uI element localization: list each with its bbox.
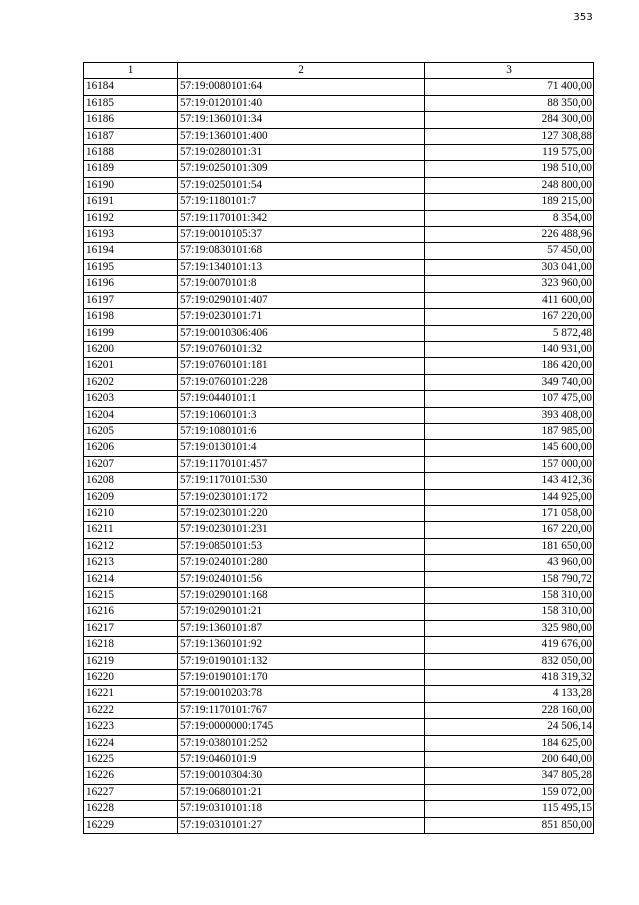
row-number-cell: 16201: [84, 358, 178, 374]
table-row: [84, 670, 594, 686]
cadastral-number-cell: 57:19:0230101:71: [178, 309, 425, 325]
value-cell: 5 872,48: [425, 325, 594, 341]
table-row: [84, 505, 594, 521]
value-cell: 159 072,00: [425, 784, 594, 800]
cadastral-number-cell: 57:19:1360101:92: [178, 637, 425, 653]
table-row: [84, 194, 594, 210]
value-cell: 8 354,00: [425, 210, 594, 226]
cadastral-number-cell: 57:19:0010203:78: [178, 686, 425, 702]
data-table: [83, 62, 594, 834]
table-row: [84, 555, 594, 571]
cadastral-number-cell: 57:19:1170101:457: [178, 456, 425, 472]
value-cell: 145 600,00: [425, 440, 594, 456]
row-number-cell: 16203: [84, 391, 178, 407]
row-number-cell: 16219: [84, 653, 178, 669]
cadastral-number-cell: 57:19:1060101:3: [178, 407, 425, 423]
value-cell: 158 790,72: [425, 571, 594, 587]
row-number-cell: 16212: [84, 538, 178, 554]
row-number-cell: 16184: [84, 79, 178, 95]
cadastral-number-cell: 57:19:0290101:407: [178, 292, 425, 308]
cadastral-number-cell: 57:19:0190101:170: [178, 670, 425, 686]
cadastral-number-cell: 57:19:1170101:767: [178, 702, 425, 718]
row-number-cell: 16205: [84, 423, 178, 439]
cadastral-number-cell: 57:19:0240101:280: [178, 555, 425, 571]
cadastral-number-cell: 57:19:0080101:64: [178, 79, 425, 95]
cadastral-number-cell: 57:19:0310101:18: [178, 801, 425, 817]
table-header-row: [84, 63, 594, 79]
value-cell: 419 676,00: [425, 637, 594, 653]
value-cell: 4 133,28: [425, 686, 594, 702]
value-cell: 144 925,00: [425, 489, 594, 505]
cadastral-number-cell: 57:19:0460101:9: [178, 752, 425, 768]
table-row: [84, 243, 594, 259]
row-number-cell: 16222: [84, 702, 178, 718]
table-row: [84, 210, 594, 226]
table-row: [84, 473, 594, 489]
row-number-cell: 16193: [84, 227, 178, 243]
cadastral-number-cell: 57:19:0010105:37: [178, 227, 425, 243]
table-row: [84, 588, 594, 604]
row-number-cell: 16195: [84, 259, 178, 275]
value-cell: 71 400,00: [425, 79, 594, 95]
value-cell: 303 041,00: [425, 259, 594, 275]
row-number-cell: 16225: [84, 752, 178, 768]
table-row: [84, 456, 594, 472]
row-number-cell: 16218: [84, 637, 178, 653]
value-cell: 284 300,00: [425, 112, 594, 128]
value-cell: 88 350,00: [425, 95, 594, 111]
cadastral-number-cell: 57:19:1170101:530: [178, 473, 425, 489]
cadastral-number-cell: 57:19:0000000:1745: [178, 719, 425, 735]
value-cell: 119 575,00: [425, 145, 594, 161]
cadastral-number-cell: 57:19:0290101:168: [178, 588, 425, 604]
value-cell: 411 600,00: [425, 292, 594, 308]
cadastral-number-cell: 57:19:1340101:13: [178, 259, 425, 275]
cadastral-number-cell: 57:19:0380101:252: [178, 735, 425, 751]
cadastral-number-cell: 57:19:1080101:6: [178, 423, 425, 439]
cadastral-number-cell: 57:19:0280101:31: [178, 145, 425, 161]
cadastral-number-cell: 57:19:0130101:4: [178, 440, 425, 456]
row-number-cell: 16189: [84, 161, 178, 177]
table-row: [84, 358, 594, 374]
cadastral-number-cell: 57:19:0190101:132: [178, 653, 425, 669]
value-cell: 851 850,00: [425, 817, 594, 833]
cadastral-number-cell: 57:19:1360101:400: [178, 128, 425, 144]
value-cell: 187 985,00: [425, 423, 594, 439]
table-row: [84, 145, 594, 161]
row-number-cell: 16226: [84, 768, 178, 784]
table-row: [84, 177, 594, 193]
table-row: [84, 817, 594, 833]
table-row: [84, 161, 594, 177]
value-cell: 226 488,96: [425, 227, 594, 243]
value-cell: 349 740,00: [425, 374, 594, 390]
value-cell: 198 510,00: [425, 161, 594, 177]
table-row: [84, 768, 594, 784]
cadastral-number-cell: 57:19:1180101:7: [178, 194, 425, 210]
cadastral-number-cell: 57:19:0760101:228: [178, 374, 425, 390]
table-row: [84, 620, 594, 636]
value-cell: 107 475,00: [425, 391, 594, 407]
row-number-cell: 16187: [84, 128, 178, 144]
value-cell: 189 215,00: [425, 194, 594, 210]
table-row: [84, 341, 594, 357]
table-row: [84, 79, 594, 95]
value-cell: 393 408,00: [425, 407, 594, 423]
table-row: [84, 752, 594, 768]
value-cell: 832 050,00: [425, 653, 594, 669]
row-number-cell: 16221: [84, 686, 178, 702]
table-row: [84, 407, 594, 423]
row-number-cell: 16196: [84, 276, 178, 292]
cadastral-number-cell: 57:19:0240101:56: [178, 571, 425, 587]
table-row: [84, 112, 594, 128]
value-cell: 24 506,14: [425, 719, 594, 735]
cadastral-number-cell: 57:19:0070101:8: [178, 276, 425, 292]
cadastral-number-cell: 57:19:0120101:40: [178, 95, 425, 111]
value-cell: 140 931,00: [425, 341, 594, 357]
row-number-cell: 16185: [84, 95, 178, 111]
cadastral-number-cell: 57:19:0310101:27: [178, 817, 425, 833]
page-number: 353: [573, 12, 593, 23]
cadastral-number-cell: 57:19:0850101:53: [178, 538, 425, 554]
value-cell: 115 495,15: [425, 801, 594, 817]
value-cell: 181 650,00: [425, 538, 594, 554]
value-cell: 57 450,00: [425, 243, 594, 259]
table-row: [84, 227, 594, 243]
table-header: [84, 63, 594, 79]
value-cell: 418 319,32: [425, 670, 594, 686]
cadastral-number-cell: 57:19:0830101:68: [178, 243, 425, 259]
row-number-cell: 16227: [84, 784, 178, 800]
row-number-cell: 16209: [84, 489, 178, 505]
cadastral-number-cell: 57:19:1360101:87: [178, 620, 425, 636]
table-row: [84, 259, 594, 275]
row-number-cell: 16197: [84, 292, 178, 308]
row-number-cell: 16224: [84, 735, 178, 751]
row-number-cell: 16217: [84, 620, 178, 636]
cadastral-number-cell: 57:19:0680101:21: [178, 784, 425, 800]
data-table-container: [83, 62, 593, 834]
cadastral-number-cell: 57:19:0250101:309: [178, 161, 425, 177]
table-row: [84, 276, 594, 292]
row-number-cell: 16191: [84, 194, 178, 210]
cadastral-number-cell: 57:19:0250101:54: [178, 177, 425, 193]
cadastral-number-cell: 57:19:0230101:220: [178, 505, 425, 521]
table-row: [84, 309, 594, 325]
table-row: [84, 538, 594, 554]
table-row: [84, 637, 594, 653]
value-cell: 143 412,36: [425, 473, 594, 489]
column-header-2: 2: [178, 63, 425, 79]
value-cell: 323 960,00: [425, 276, 594, 292]
value-cell: 127 308,88: [425, 128, 594, 144]
row-number-cell: 16210: [84, 505, 178, 521]
row-number-cell: 16204: [84, 407, 178, 423]
row-number-cell: 16223: [84, 719, 178, 735]
row-number-cell: 16229: [84, 817, 178, 833]
column-header-3: 3: [425, 63, 594, 79]
table-row: [84, 325, 594, 341]
row-number-cell: 16192: [84, 210, 178, 226]
cadastral-number-cell: 57:19:0230101:172: [178, 489, 425, 505]
value-cell: 158 310,00: [425, 588, 594, 604]
table-row: [84, 686, 594, 702]
cadastral-number-cell: 57:19:1170101:342: [178, 210, 425, 226]
table-row: [84, 784, 594, 800]
value-cell: 157 000,00: [425, 456, 594, 472]
value-cell: 347 805,28: [425, 768, 594, 784]
cadastral-number-cell: 57:19:0230101:231: [178, 522, 425, 538]
table-row: [84, 440, 594, 456]
row-number-cell: 16206: [84, 440, 178, 456]
table-row: [84, 292, 594, 308]
value-cell: 158 310,00: [425, 604, 594, 620]
row-number-cell: 16199: [84, 325, 178, 341]
table-row: [84, 489, 594, 505]
table-row: [84, 735, 594, 751]
row-number-cell: 16207: [84, 456, 178, 472]
row-number-cell: 16216: [84, 604, 178, 620]
table-row: [84, 571, 594, 587]
value-cell: 325 980,00: [425, 620, 594, 636]
value-cell: 186 420,00: [425, 358, 594, 374]
table-row: [84, 374, 594, 390]
table-row: [84, 801, 594, 817]
table-row: [84, 128, 594, 144]
row-number-cell: 16228: [84, 801, 178, 817]
row-number-cell: 16215: [84, 588, 178, 604]
cadastral-number-cell: 57:19:0010306:406: [178, 325, 425, 341]
row-number-cell: 16202: [84, 374, 178, 390]
row-number-cell: 16190: [84, 177, 178, 193]
row-number-cell: 16198: [84, 309, 178, 325]
cadastral-number-cell: 57:19:0010304:30: [178, 768, 425, 784]
row-number-cell: 16200: [84, 341, 178, 357]
row-number-cell: 16214: [84, 571, 178, 587]
cadastral-number-cell: 57:19:0760101:32: [178, 341, 425, 357]
table-row: [84, 604, 594, 620]
cadastral-number-cell: 57:19:0290101:21: [178, 604, 425, 620]
cadastral-number-cell: 57:19:0760101:181: [178, 358, 425, 374]
value-cell: 248 800,00: [425, 177, 594, 193]
column-header-1: 1: [84, 63, 178, 79]
table-row: [84, 423, 594, 439]
row-number-cell: 16208: [84, 473, 178, 489]
table-row: [84, 702, 594, 718]
table-body: [84, 79, 594, 834]
table-row: [84, 522, 594, 538]
row-number-cell: 16186: [84, 112, 178, 128]
value-cell: 43 960,00: [425, 555, 594, 571]
value-cell: 171 058,00: [425, 505, 594, 521]
row-number-cell: 16194: [84, 243, 178, 259]
value-cell: 184 625,00: [425, 735, 594, 751]
value-cell: 167 220,00: [425, 522, 594, 538]
value-cell: 167 220,00: [425, 309, 594, 325]
table-row: [84, 653, 594, 669]
table-row: [84, 719, 594, 735]
row-number-cell: 16188: [84, 145, 178, 161]
value-cell: 228 160,00: [425, 702, 594, 718]
table-row: [84, 391, 594, 407]
cadastral-number-cell: 57:19:1360101:34: [178, 112, 425, 128]
table-row: [84, 95, 594, 111]
cadastral-number-cell: 57:19:0440101:1: [178, 391, 425, 407]
row-number-cell: 16220: [84, 670, 178, 686]
row-number-cell: 16211: [84, 522, 178, 538]
row-number-cell: 16213: [84, 555, 178, 571]
value-cell: 200 640,00: [425, 752, 594, 768]
